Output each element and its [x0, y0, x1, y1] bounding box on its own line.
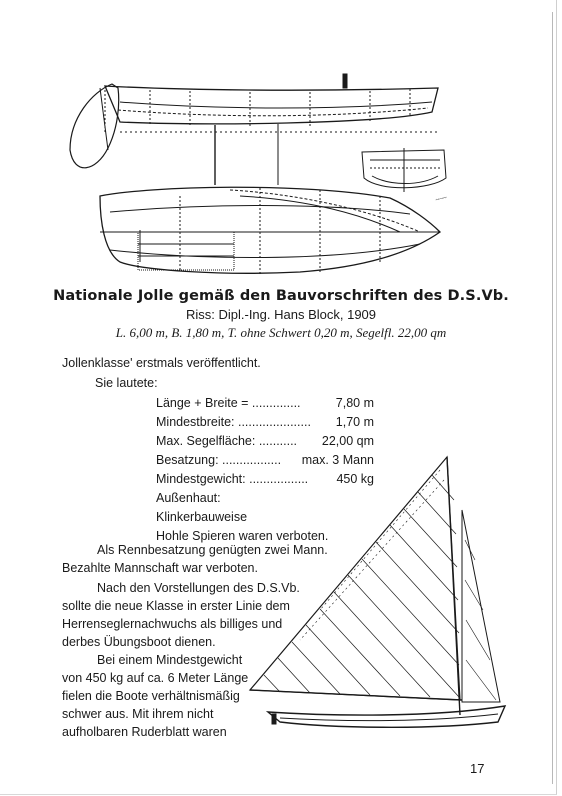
figure-dimensions: L. 6,00 m, B. 1,80 m, T. ohne Schwert 0,20 m, Segelfl. 22,00 qm	[115, 325, 447, 340]
paragraph-line: aufholbaren Ruderblatt waren	[62, 725, 227, 739]
intro-line: Jollenklasse' erstmals veröffentlicht.	[62, 356, 261, 370]
spec-label: Max. Segelfläche: ...........	[156, 434, 298, 448]
rule-spars: Hohle Spieren waren verboten.	[156, 529, 329, 543]
paragraph-line: Nach den Vorstellungen des D.S.Vb.	[97, 581, 300, 595]
paragraph-line: Als Rennbesatzung genügten zwei Mann.	[97, 543, 328, 557]
intro-heading: Sie lautete:	[95, 376, 158, 390]
rule-clinker: Klinkerbauweise	[156, 510, 248, 524]
page-number: 17	[470, 761, 485, 776]
spec-label: Mindestbreite: .....................	[156, 415, 311, 429]
spec-value: 7,80 m	[335, 396, 374, 410]
spec-value: max. 3 Mann	[301, 453, 374, 467]
paragraph-line: sollte die neue Klasse in erster Linie dem	[62, 599, 290, 613]
figure-title: Nationale Jolle gemäß den Bauvorschriften des D.S.Vb.	[53, 288, 509, 304]
paragraph-line: Bei einem Mindestgewicht	[97, 653, 243, 667]
spec-label: Besatzung: .................	[156, 453, 282, 467]
spec-value: 22,00 qm	[321, 434, 374, 448]
rule-hull: Außenhaut:	[156, 491, 221, 505]
paragraph-line: von 450 kg auf ca. 6 Meter Länge	[62, 671, 249, 685]
paragraph-line: derbes Übungsboot dienen.	[62, 635, 216, 649]
svg-text:~~~: ~~~	[434, 193, 448, 204]
figure-credit: Riss: Dipl.-Ing. Hans Block, 1909	[185, 307, 377, 322]
paragraph-line: fielen die Boote verhältnismäßig	[62, 689, 240, 703]
paragraph-line: Herrenseglernachwuchs als billiges und	[62, 617, 283, 631]
spec-value: 450 kg	[336, 472, 374, 486]
paragraph-line: schwer aus. Mit ihrem nicht	[62, 707, 214, 721]
spec-label: Mindestgewicht: .................	[156, 472, 309, 486]
spec-label: Länge + Breite = ..............	[156, 396, 301, 410]
paragraph-line: Bezahlte Mannschaft war verboten.	[62, 561, 258, 575]
spec-value: 1,70 m	[335, 415, 374, 429]
